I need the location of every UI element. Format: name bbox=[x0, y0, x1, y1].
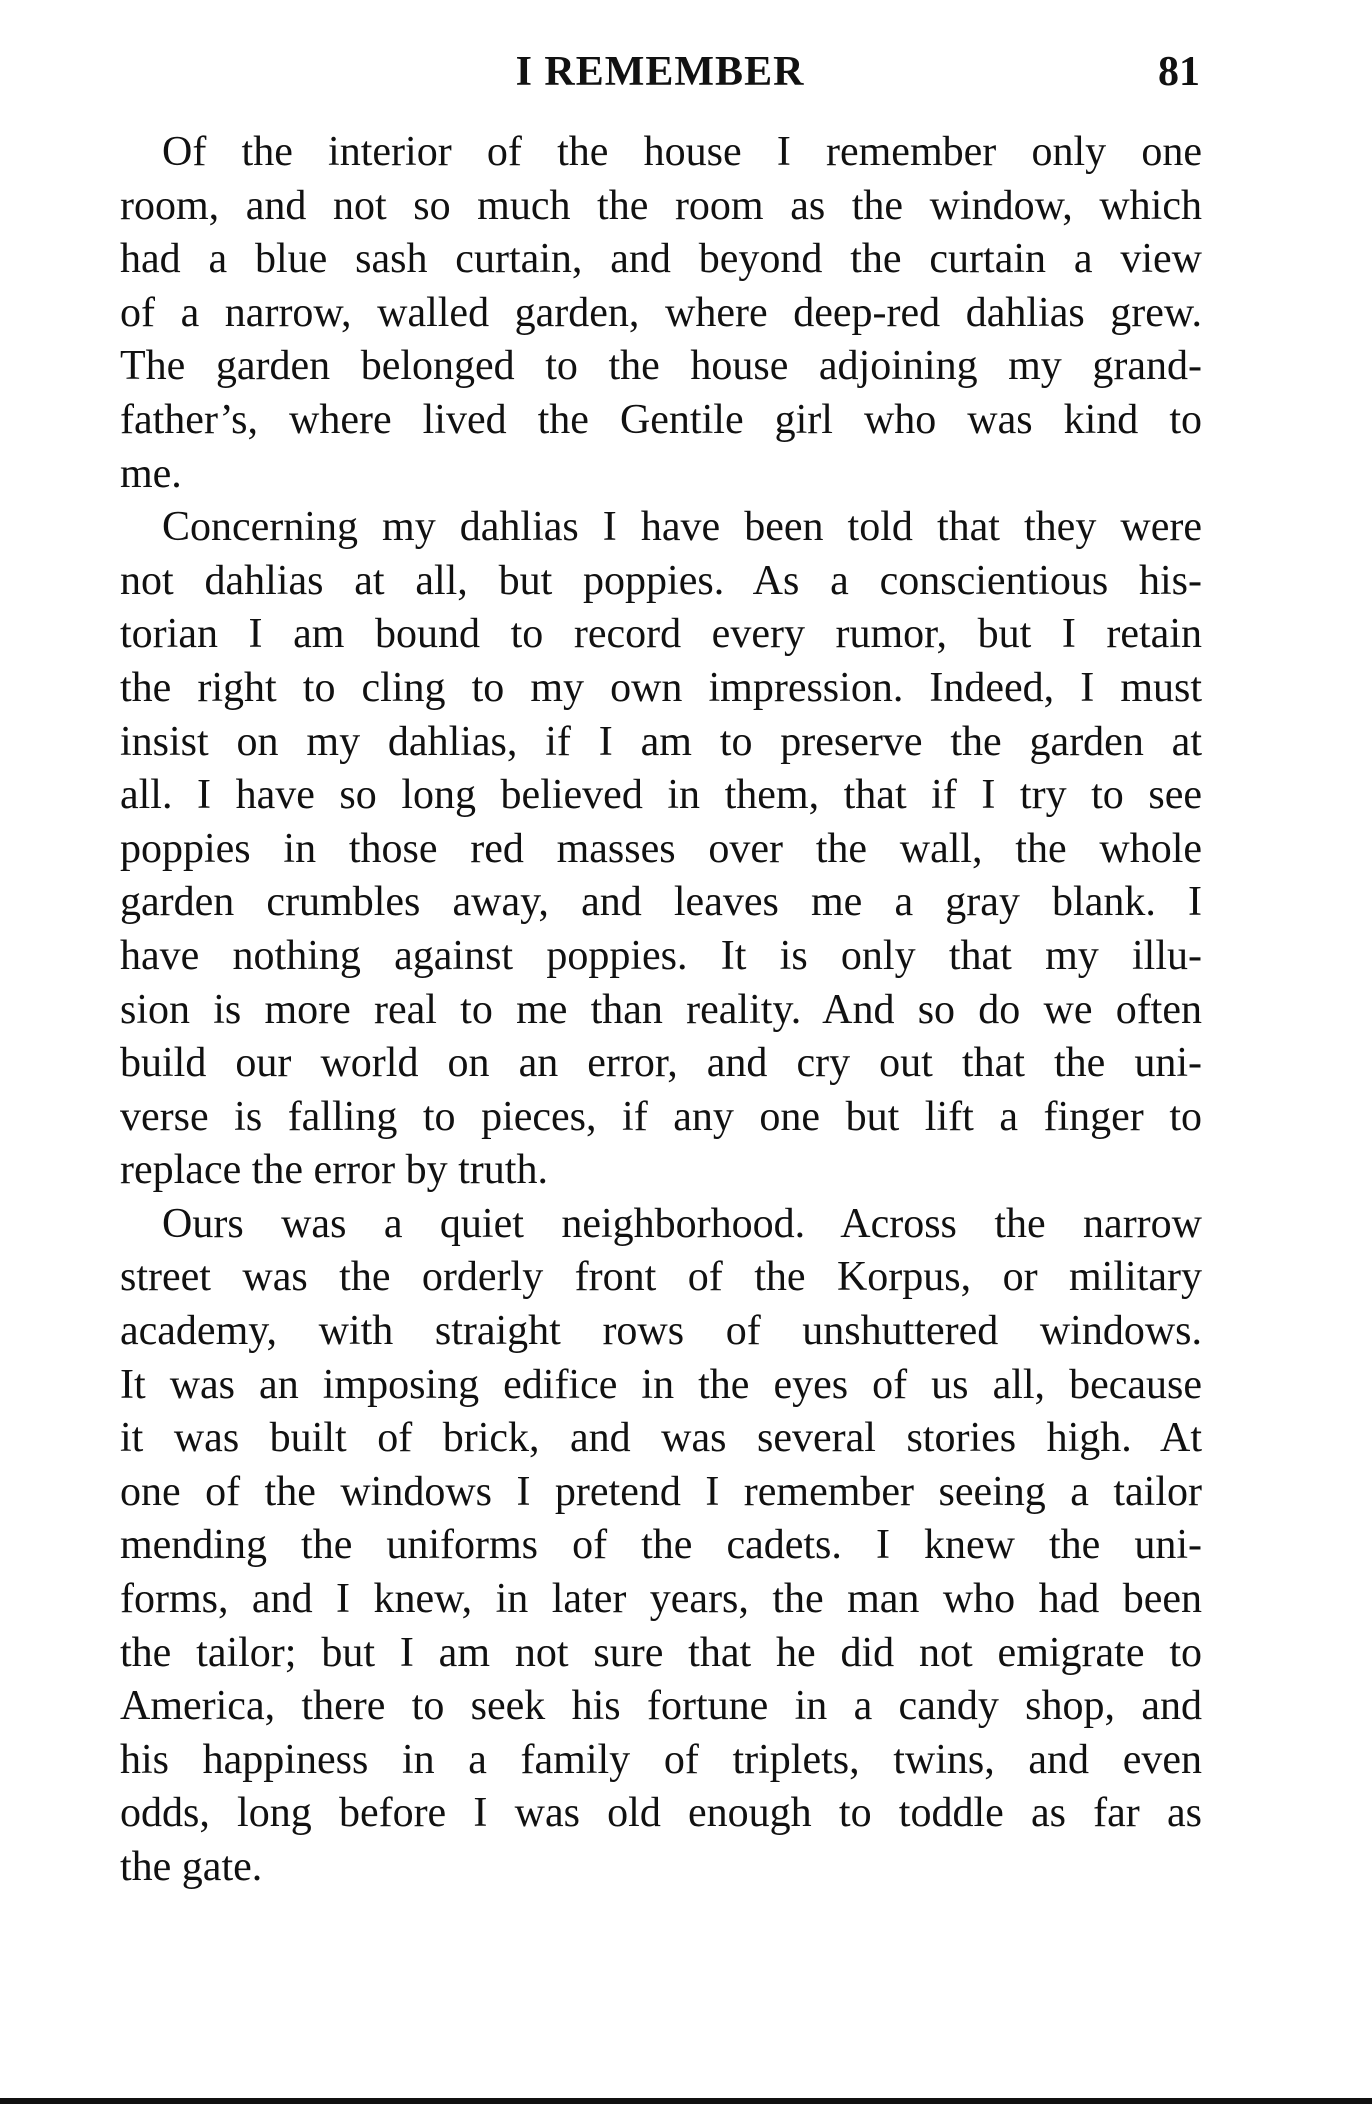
running-head bbox=[120, 48, 1200, 108]
text-line: Ours was a quiet neighborhood. Across the narrow bbox=[162, 1200, 1202, 1247]
text-line: garden crumbles away, and leaves me a gray blank. I bbox=[120, 879, 1202, 926]
text-line: America, there to seek his fortune in a candy shop, and bbox=[120, 1683, 1202, 1730]
text-line: room, and not so much the room as the window, which bbox=[120, 182, 1202, 229]
text-line: odds, long before I was old enough to toddle as far as bbox=[120, 1790, 1202, 1837]
text-line: replace the error by truth. bbox=[120, 1147, 548, 1194]
text-line: the right to cling to my own impression. Indeed, I must bbox=[120, 664, 1202, 711]
text-line: Concerning my dahlias I have been told that they were bbox=[162, 504, 1202, 551]
text-line: have nothing against poppies. It is only that my illu- bbox=[120, 932, 1202, 979]
text-line: me. bbox=[120, 450, 182, 497]
text-line: the tailor; but I am not sure that he did not emigrate to bbox=[120, 1629, 1202, 1676]
paragraph-3 bbox=[120, 1198, 1202, 1895]
text-line: The garden belonged to the house adjoining my grand- bbox=[120, 343, 1202, 390]
text-line: build our world on an error, and cry out that the uni- bbox=[120, 1040, 1202, 1087]
text-line: not dahlias at all, but poppies. As a conscientious his- bbox=[120, 557, 1202, 604]
page-number: 81 bbox=[1158, 49, 1200, 95]
text-line: verse is falling to pieces, if any one but lift a finger to bbox=[120, 1093, 1202, 1140]
text-line: forms, and I knew, in later years, the man who had been bbox=[120, 1576, 1202, 1623]
text-line: the gate. bbox=[120, 1844, 263, 1890]
text-line: torian I am bound to record every rumor, but I retain bbox=[120, 611, 1202, 658]
text-line: of a narrow, walled garden, where deep-red dahlias grew. bbox=[120, 289, 1202, 336]
body-text bbox=[120, 126, 1202, 1895]
text-line: street was the orderly front of the Korpus, or military bbox=[120, 1254, 1202, 1301]
text-line: poppies in those red masses over the wall, the whole bbox=[120, 825, 1202, 872]
text-line: it was built of brick, and was several stories high. At bbox=[120, 1415, 1202, 1462]
bottom-rule bbox=[0, 2098, 1372, 2104]
paragraph-1 bbox=[120, 126, 1202, 501]
paragraph-2 bbox=[120, 501, 1202, 1198]
text-line: father’s, where lived the Gentile girl who was kind to bbox=[120, 396, 1202, 443]
text-line: all. I have so long believed in them, that if I try to see bbox=[120, 772, 1202, 819]
text-line: one of the windows I pretend I remember seeing a tailor bbox=[120, 1468, 1202, 1515]
text-line: Of the interior of the house I remember only one bbox=[162, 129, 1202, 175]
chapter-title: I REMEMBER bbox=[515, 49, 805, 95]
text-line: sion is more real to me than reality. And so do we often bbox=[120, 986, 1202, 1033]
text-line: mending the uniforms of the cadets. I knew the uni- bbox=[120, 1522, 1202, 1569]
text-line: It was an imposing edifice in the eyes of us all, because bbox=[120, 1361, 1202, 1408]
text-line: had a blue sash curtain, and beyond the curtain a view bbox=[120, 236, 1202, 283]
text-line: academy, with straight rows of unshuttered windows. bbox=[120, 1308, 1202, 1355]
text-line: his happiness in a family of triplets, twins, and even bbox=[120, 1736, 1202, 1783]
text-line: insist on my dahlias, if I am to preserve the garden at bbox=[120, 718, 1202, 765]
